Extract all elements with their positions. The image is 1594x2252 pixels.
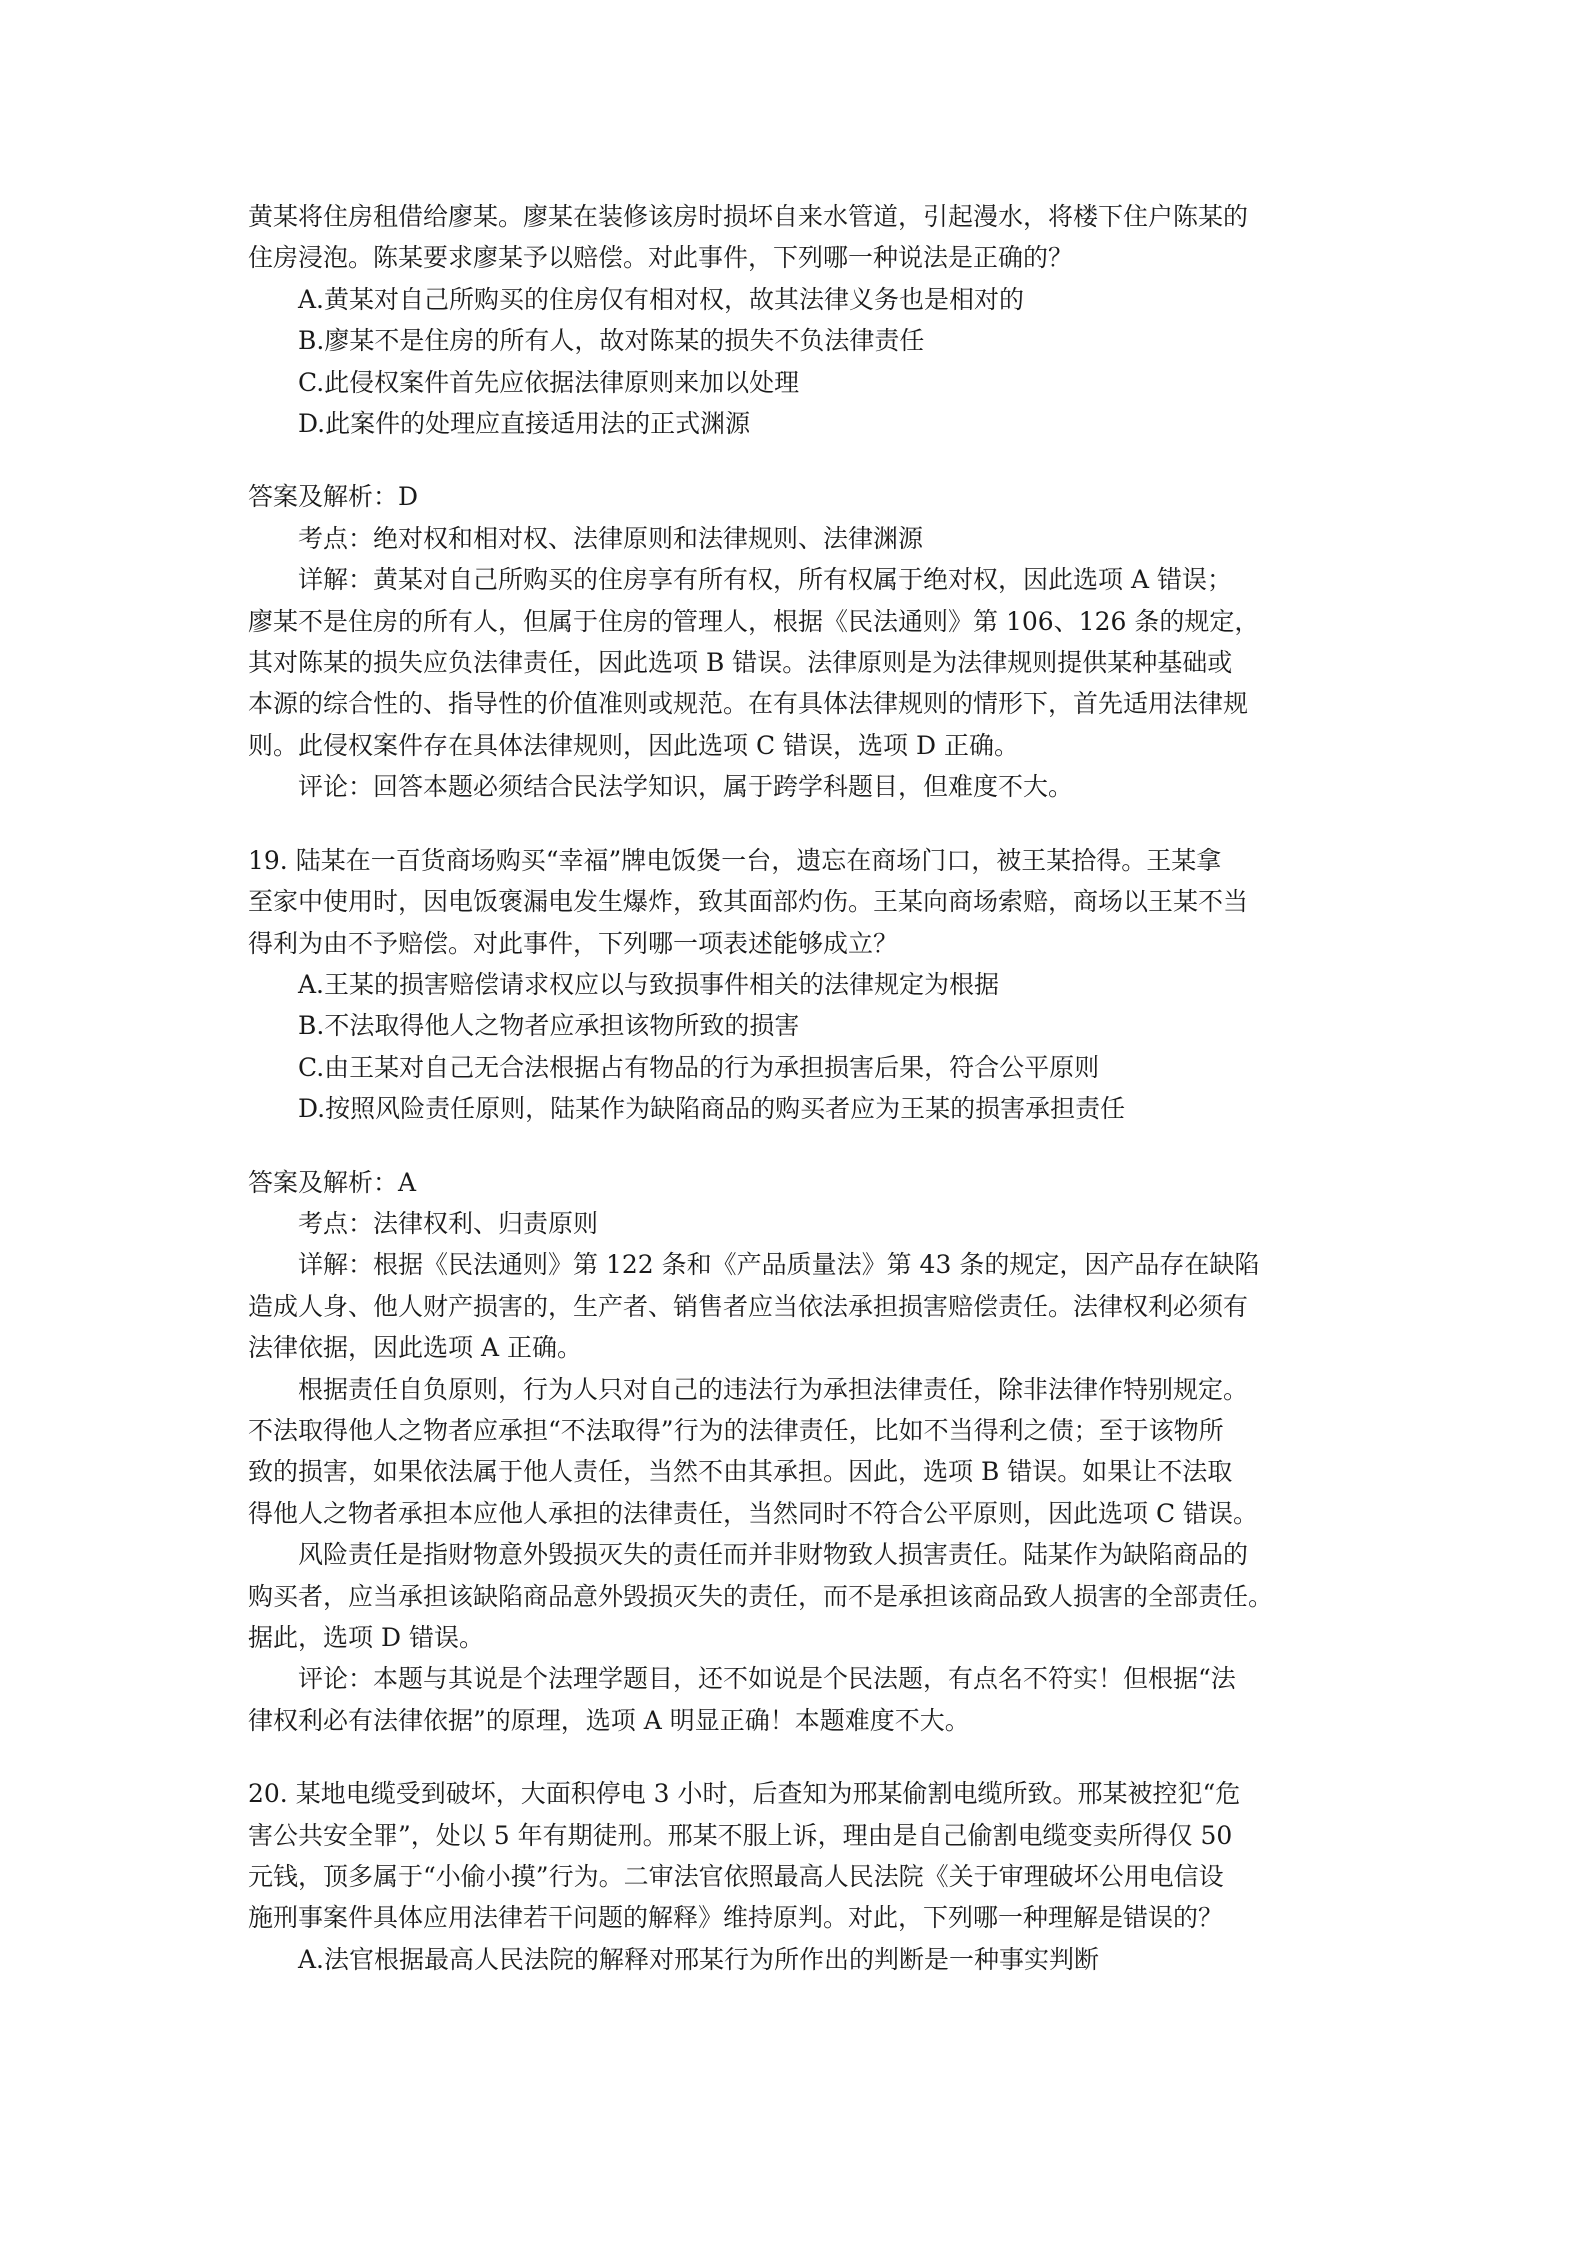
- option-d: D.此案件的处理应直接适用法的正式渊源: [298, 409, 751, 439]
- comment: 评论：本题与其说是个法理学题目，还不如说是个民法题，有点名不符实！但根据“法: [298, 1664, 1236, 1694]
- question-stem-line: 住房浸泡。陈某要求廖某予以赔偿。对此事件，下列哪一种说法是正确的？: [248, 243, 1074, 273]
- question-stem-line: 元钱，顶多属于“小偷小摸”行为。二审法官依照最高人民法院《关于审理破坏公用电信设: [248, 1862, 1224, 1892]
- explanation-line: 详解：黄某对自己所购买的住房享有所有权，所有权属于绝对权，因此选项 A 错误；: [298, 565, 1232, 595]
- question-stem-line: 至家中使用时，因电饭褒漏电发生爆炸，致其面部灼伤。王某向商场索赔，商场以王某不当: [248, 887, 1249, 917]
- option-b: B.不法取得他人之物者应承担该物所致的损害: [298, 1011, 800, 1041]
- comment: 评论：回答本题必须结合民法学知识，属于跨学科题目，但难度不大。: [298, 772, 1074, 802]
- option-a: A.王某的损害赔偿请求权应以与致损事件相关的法律规定为根据: [298, 969, 1000, 999]
- explanation-line: 根据责任自负原则，行为人只对自己的违法行为承担法律责任，除非法律作特别规定。: [298, 1374, 1249, 1404]
- explanation-line: 廖某不是住房的所有人，但属于住房的管理人，根据《民法通则》第 106、126 条的规定，: [248, 606, 1260, 636]
- explanation-line: 致的损害，如果依法属于他人责任，当然不由其承担。因此，选项 B 错误。如果让不法取: [248, 1457, 1233, 1487]
- document-page: [248, 196, 1358, 1980]
- explanation-line: 其对陈某的损失应负法律责任，因此选项 B 错误。法律原则是为法律规则提供某种基础或: [248, 648, 1233, 678]
- explanation-line: 风险责任是指财物意外毁损灭失的责任而并非财物致人损害责任。陆某作为缺陷商品的: [298, 1540, 1249, 1570]
- explanation-line: 不法取得他人之物者应承担“不法取得”行为的法律责任，比如不当得利之债；至于该物所: [248, 1415, 1224, 1445]
- question-stem-line: 害公共安全罪”，处以 5 年有期徒刑。邢某不服上诉，理由是自己偷割电缆变卖所得仅 50: [248, 1820, 1233, 1850]
- exam-point: 考点：绝对权和相对权、法律原则和法律规则、法律渊源: [298, 523, 924, 553]
- question-19: [248, 840, 1358, 1130]
- question-stem-line: 19. 陆某在一百货商场购买“幸福”牌电饭煲一台，遗忘在商场门口，被王某拾得。王某拿: [248, 845, 1222, 875]
- explanation-line: 则。此侵权案件存在具体法律规则，因此选项 C 错误，选项 D 正确。: [248, 730, 1019, 760]
- comment: 律权利必有法律依据”的原理，选项 A 明显正确！本题难度不大。: [248, 1705, 970, 1735]
- exam-point: 考点：法律权利、归责原则: [298, 1208, 599, 1238]
- explanation-line: 法律依据，因此选项 A 正确。: [248, 1333, 582, 1363]
- question-20: [248, 1773, 1358, 1980]
- option-a: A.黄某对自己所购买的住房仅有相对权，故其法律义务也是相对的: [298, 284, 1025, 314]
- question-stem-line: 得利为由不予赔偿。对此事件，下列哪一项表述能够成立？: [248, 928, 899, 958]
- answer-19: [248, 1162, 1358, 1742]
- explanation-line: 造成人身、他人财产损害的，生产者、销售者应当依法承担损害赔偿责任。法律权利必须有: [248, 1291, 1249, 1321]
- option-b: B.廖某不是住房的所有人，故对陈某的损失不负法律责任: [298, 326, 925, 356]
- explanation-line: 详解：根据《民法通则》第 122 条和《产品质量法》第 43 条的规定，因产品存在缺陷: [298, 1250, 1260, 1280]
- question-stem-line: 黄某将住房租借给廖某。廖某在装修该房时损坏自来水管道，引起漫水，将楼下住户陈某的: [248, 202, 1249, 231]
- option-c: C.此侵权案件首先应依据法律原则来加以处理: [298, 367, 800, 397]
- explanation-line: 得他人之物者承担本应他人承担的法律责任，当然同时不符合公平原则，因此选项 C 错误。: [248, 1498, 1259, 1528]
- question-stem-line: 施刑事案件具体应用法律若干问题的解释》维持原判。对此，下列哪一种理解是错误的？: [248, 1903, 1224, 1933]
- option-c: C.由王某对自己无合法根据占有物品的行为承担损害后果，符合公平原则: [298, 1052, 1100, 1082]
- answer-18: [248, 476, 1358, 807]
- explanation-line: 本源的综合性的、指导性的价值准则或规范。在有具体法律规则的情形下，首先适用法律规: [248, 689, 1249, 719]
- question-stem-line: 20. 某地电缆受到破坏，大面积停电 3 小时，后查知为邢某偷割电缆所致。邢某被控犯“危: [248, 1779, 1241, 1809]
- option-a: A.法官根据最高人民法院的解释对邢某行为所作出的判断是一种事实判断: [298, 1944, 1100, 1974]
- question-18: [248, 196, 1358, 444]
- option-d: D.按照风险责任原则，陆某作为缺陷商品的购买者应为王某的损害承担责任: [298, 1094, 1126, 1124]
- explanation-line: 据此，选项 D 错误。: [248, 1623, 484, 1652]
- answer-heading: 答案及解析：D: [248, 482, 419, 512]
- explanation-line: 购买者，应当承担该缺陷商品意外毁损灭失的责任，而不是承担该商品致人损害的全部责任。: [248, 1581, 1274, 1611]
- answer-heading: 答案及解析：A: [248, 1167, 417, 1197]
